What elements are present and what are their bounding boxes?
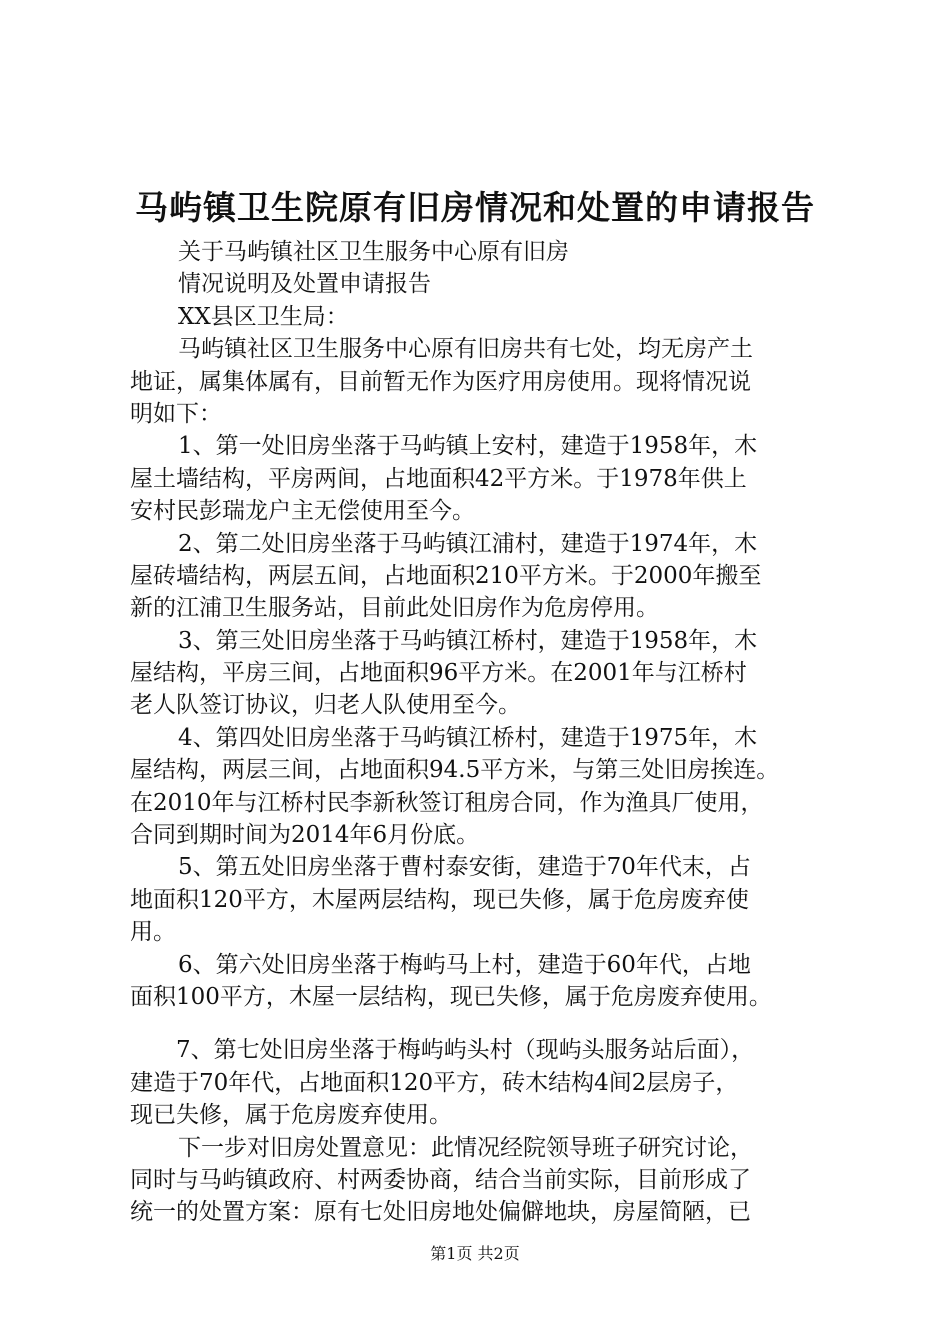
body-section-continued	[130, 1034, 830, 1228]
text-line: 2、第二处旧房坐落于马屿镇江浦村，建造于1974年，木	[178, 530, 758, 557]
text-line: 下一步对旧房处置意见：此情况经院领导班子研究讨论，	[178, 1134, 753, 1161]
text-line: 建造于70年代，占地面积120平方，砖木结构4间2层房子，	[130, 1069, 739, 1096]
text-line: 屋砖墙结构，两层五间，占地面积210平方米。于2000年搬至	[130, 562, 762, 589]
text-line: 统一的处置方案：原有七处旧房地处偏僻地块，房屋简陋，已	[130, 1199, 751, 1226]
text-line: 屋结构，两层三间，占地面积94.5平方米，与第三处旧房挨连。	[130, 757, 780, 784]
text-line: 在2010年与江桥村民李新秋签订租房合同，作为渔具厂使用，	[130, 789, 764, 816]
text-line: 7、第七处旧房坐落于梅屿屿头村（现屿头服务站后面），	[176, 1037, 755, 1064]
text-line: 4、第四处旧房坐落于马屿镇江桥村，建造于1975年，木	[178, 724, 758, 751]
text-line: 情况说明及处置申请报告	[178, 271, 431, 298]
text-line: 合同到期时间为2014年6月份底。	[130, 822, 480, 849]
text-line: XX县区卫生局：	[178, 303, 349, 330]
document-body	[130, 236, 830, 1229]
text-line: 屋土墙结构，平房两间，占地面积42平方米。于1978年供上	[130, 465, 747, 492]
text-line: 地面积120平方，木屋两层结构，现已失修，属于危房废弃使	[130, 886, 749, 913]
document-title: 马屿镇卫生院原有旧房情况和处置的申请报告	[135, 188, 815, 227]
text-line: 明如下：	[130, 400, 222, 427]
text-line: 5、第五处旧房坐落于曹村泰安街，建造于70年代末，占	[178, 854, 751, 881]
text-line: 地证，属集体属有，目前暂无作为医疗用房使用。现将情况说	[130, 368, 751, 395]
text-line: 3、第三处旧房坐落于马屿镇江桥村，建造于1958年，木	[178, 627, 758, 654]
text-line: 用。	[130, 919, 176, 946]
text-line: 安村民彭瑞龙户主无偿使用至今。	[130, 498, 475, 525]
text-line: 1、第一处旧房坐落于马屿镇上安村，建造于1958年，木	[178, 433, 758, 460]
text-line: 老人队签订协议，归老人队使用至今。	[130, 692, 521, 719]
text-line: 面积100平方，木屋一层结构，现已失修，属于危房废弃使用。	[130, 983, 772, 1010]
text-line: 6、第六处旧房坐落于梅屿马上村，建造于60年代，占地	[178, 951, 751, 978]
body-section-main	[130, 236, 830, 1013]
text-line: 同时与马屿镇政府、村两委协商，结合当前实际，目前形成了	[130, 1166, 751, 1193]
paragraph-gap	[130, 1013, 830, 1034]
text-line: 关于马屿镇社区卫生服务中心原有旧房	[178, 239, 569, 265]
text-line: 屋结构，平房三间，占地面积96平方米。在2001年与江桥村	[130, 660, 747, 687]
page-footer: 第1页 共2页	[430, 1244, 520, 1263]
text-line: 现已失修，属于危房废弃使用。	[130, 1102, 452, 1129]
text-line: 马屿镇社区卫生服务中心原有旧房共有七处，均无房产土	[178, 336, 753, 363]
text-line: 新的江浦卫生服务站，目前此处旧房作为危房停用。	[130, 595, 659, 622]
